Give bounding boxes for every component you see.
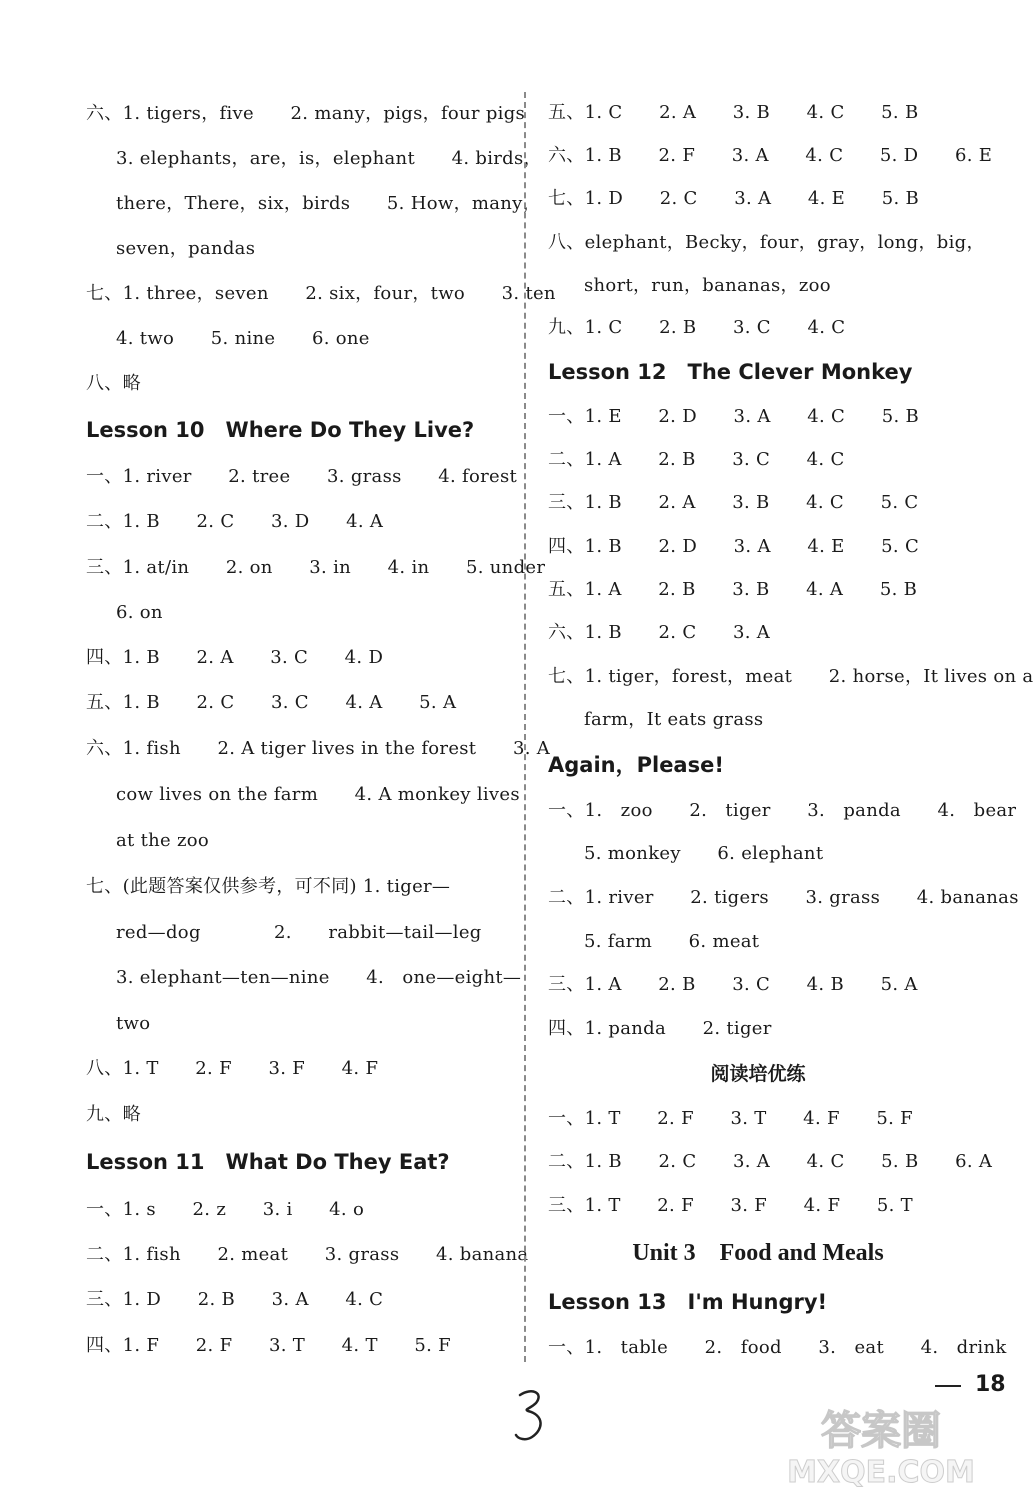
answer-line: 一、1. s 2. z 3. i 4. o bbox=[86, 1199, 365, 1220]
answer-line: 七、(此题答案仅供参考，可不同) 1. tiger— bbox=[86, 876, 451, 897]
answer-line: 七、1. D 2. C 3. A 4. E 5. B bbox=[548, 188, 920, 209]
lesson-heading: Lesson 13 I'm Hungry! bbox=[548, 1290, 828, 1314]
lesson-heading: Lesson 10 Where Do They Live? bbox=[86, 418, 475, 442]
page-number-dash bbox=[935, 1385, 961, 1387]
section-heading: 阅读培优练 bbox=[710, 1063, 806, 1085]
answer-line: 七、1. tiger，forest，meat 2. horse，It lives on a bbox=[548, 666, 1033, 687]
answer-line: 二、1. B 2. C 3. A 4. C 5. B 6. A bbox=[548, 1151, 993, 1172]
handwritten-mark bbox=[510, 1385, 556, 1445]
answer-line: 五、1. B 2. C 3. C 4. A 5. A bbox=[86, 692, 457, 713]
unit-heading: Unit 3 Food and Meals bbox=[632, 1240, 884, 1266]
answer-line: 三、1. T 2. F 3. F 4. F 5. T bbox=[548, 1195, 913, 1216]
answer-line: 四、1. B 2. D 3. A 4. E 5. C bbox=[548, 536, 920, 557]
answer-line: 一、1. E 2. D 3. A 4. C 5. B bbox=[548, 406, 920, 427]
column-divider bbox=[524, 92, 526, 1362]
watermark-text-2: MXQE.COM bbox=[787, 1455, 975, 1490]
answer-line: 一、1. river 2. tree 3. grass 4. forest bbox=[86, 466, 518, 487]
answer-line: seven，pandas bbox=[116, 238, 256, 259]
answer-line: 九、1. C 2. B 3. C 4. C bbox=[548, 317, 846, 338]
answer-line: 一、1. T 2. F 3. T 4. F 5. F bbox=[548, 1108, 913, 1129]
answer-line: 八、略 bbox=[86, 373, 141, 394]
answer-line: cow lives on the farm 4. A monkey lives bbox=[116, 784, 520, 805]
answer-line: 一、1. table 2. food 3. eat 4. drink bbox=[548, 1337, 1007, 1358]
answer-line: 一、1. zoo 2. tiger 3. panda 4. bear bbox=[548, 800, 1017, 821]
answer-line: there，There，six，birds 5. How，many， bbox=[116, 193, 541, 214]
answer-line: 三、1. D 2. B 3. A 4. C bbox=[86, 1289, 384, 1310]
watermark-logo bbox=[770, 1398, 992, 1488]
answer-line: 四、1. F 2. F 3. T 4. T 5. F bbox=[86, 1335, 451, 1356]
answer-line: 6. on bbox=[116, 602, 163, 623]
answer-line: 六、1. B 2. F 3. A 4. C 5. D 6. E bbox=[548, 145, 993, 166]
answer-line: 三、1. at/in 2. on 3. in 4. in 5. under bbox=[86, 557, 546, 578]
answer-line: 六、1. tigers，five 2. many，pigs，four pigs bbox=[86, 103, 526, 124]
answer-line: 5. farm 6. meat bbox=[584, 931, 760, 952]
answer-line: 3. elephant—ten—nine 4. one—eight— bbox=[116, 967, 522, 988]
answer-line: farm，It eats grass bbox=[584, 709, 764, 730]
answer-line: 四、1. B 2. A 3. C 4. D bbox=[86, 647, 384, 668]
answer-line: 九、略 bbox=[86, 1104, 141, 1125]
section-heading: Again，Please! bbox=[548, 753, 724, 777]
answer-line: 三、1. A 2. B 3. C 4. B 5. A bbox=[548, 974, 918, 995]
lesson-heading: Lesson 12 The Clever Monkey bbox=[548, 360, 913, 384]
answer-line: 二、1. B 2. C 3. D 4. A bbox=[86, 511, 384, 532]
answer-line: 四、1. panda 2. tiger bbox=[548, 1018, 772, 1039]
answer-line: 5. monkey 6. elephant bbox=[584, 843, 824, 864]
answer-line: 五、1. A 2. B 3. B 4. A 5. B bbox=[548, 579, 918, 600]
answer-line: 三、1. B 2. A 3. B 4. C 5. C bbox=[548, 492, 919, 513]
answer-line: 七、1. three，seven 2. six，four，two 3. ten bbox=[86, 283, 556, 304]
answer-line: 二、1. river 2. tigers 3. grass 4. bananas bbox=[548, 887, 1019, 908]
answer-line: 二、1. A 2. B 3. C 4. C bbox=[548, 449, 845, 470]
answer-line: 3. elephants，are，is，elephant 4. birds， bbox=[116, 148, 542, 169]
answer-line: 八、1. T 2. F 3. F 4. F bbox=[86, 1058, 379, 1079]
answer-line: at the zoo bbox=[116, 830, 210, 851]
answer-line: two bbox=[116, 1013, 151, 1034]
answer-line: 二、1. fish 2. meat 3. grass 4. banana bbox=[86, 1244, 529, 1265]
answer-line: 4. two 5. nine 6. one bbox=[116, 328, 370, 349]
answer-line: red—dog 2. rabbit—tail—leg bbox=[116, 922, 482, 943]
answer-line: 八、elephant，Becky，four，gray，long，big， bbox=[548, 232, 985, 253]
answer-line: short，run，bananas，zoo bbox=[584, 275, 831, 296]
answer-line: 六、1. fish 2. A tiger lives in the forest 3. A bbox=[86, 738, 551, 759]
lesson-heading: Lesson 11 What Do They Eat? bbox=[86, 1150, 450, 1174]
answer-line: 六、1. B 2. C 3. A bbox=[548, 622, 771, 643]
answer-line: 五、1. C 2. A 3. B 4. C 5. B bbox=[548, 102, 919, 123]
watermark-text-1: 答案圈 bbox=[821, 1408, 941, 1454]
page-number: 18 bbox=[975, 1372, 1006, 1397]
